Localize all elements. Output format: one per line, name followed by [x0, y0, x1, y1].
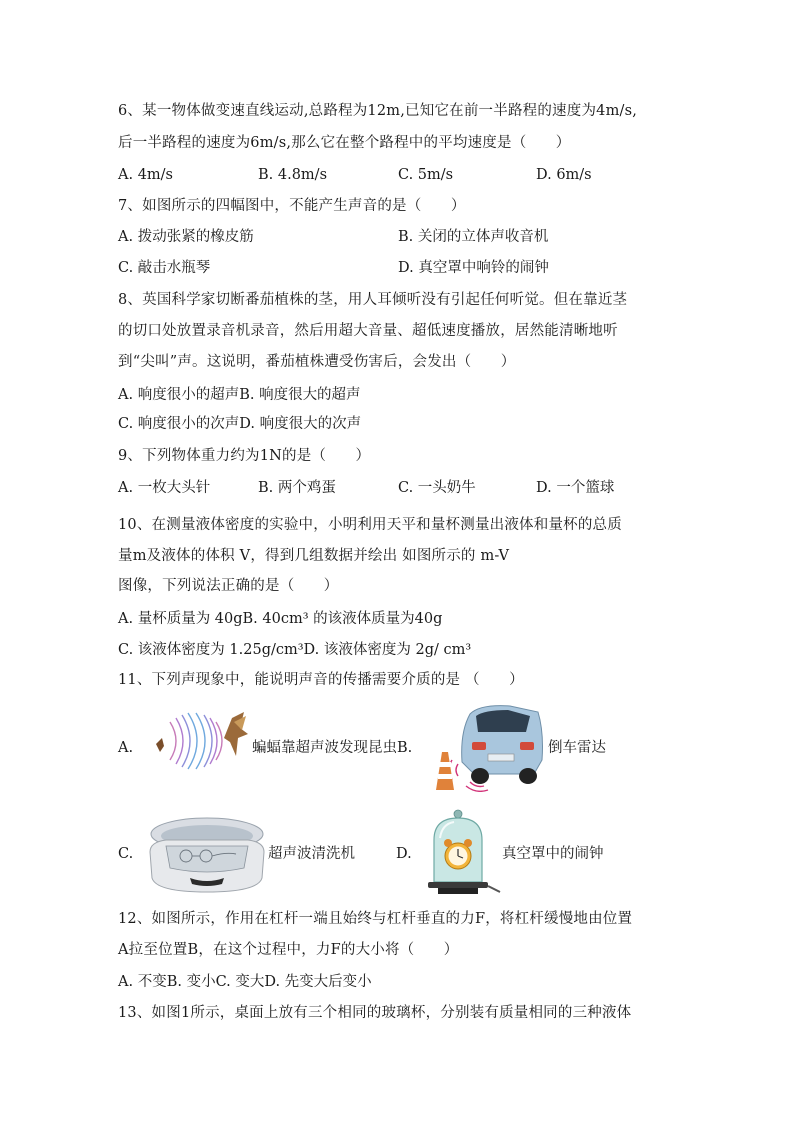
- q6-option-d: D. 6m/s: [536, 167, 592, 183]
- q11-option-b-text: 倒车雷达: [548, 740, 606, 756]
- q11-stem: 11、下列声现象中，能说明声音的传播需要介质的是 （ ）: [118, 672, 524, 688]
- q9-option-a: A. 一枚大头针: [118, 480, 211, 496]
- q7-stem: 7、如图所示的四幅图中，不能产生声音的是（ ）: [118, 198, 466, 214]
- q6-option-a: A. 4m/s: [118, 167, 173, 183]
- q11-option-a-label: A.: [118, 740, 134, 756]
- q8-line2: 的切口处放置录音机录音，然后用超大音量、超低速度播放，居然能清晰地听: [118, 323, 618, 339]
- car-radar-image: [430, 702, 546, 792]
- q11-option-c-label: C.: [118, 846, 134, 862]
- q10-options-line2: C. 该液体密度为 1.25g/cm³D. 该液体密度为 2g/ cm³: [118, 642, 472, 658]
- q8-line3: 到“尖叫”声。这说明，番茄植株遭受伤害后，会发出（ ）: [118, 354, 516, 370]
- q12-line2: A拉至位置B，在这个过程中，力F的大小将（ ）: [118, 942, 459, 958]
- q9-option-c: C. 一头奶牛: [398, 480, 476, 496]
- q8-options-line1: A. 响度很小的超声B. 响度很大的超声: [118, 387, 361, 403]
- q6-line2: 后一半路程的速度为6m/s,那么它在整个路程中的平均速度是（ ）: [118, 135, 571, 151]
- q12-line1: 12、如图所示，作用在杠杆一端且始终与杠杆垂直的力F，将杠杆缓慢地由位置: [118, 911, 633, 927]
- bell-jar-clock-image: [424, 808, 502, 896]
- q6-option-c: C. 5m/s: [398, 167, 454, 183]
- q11-option-a-text: 蝙蝠靠超声波发现昆虫B.: [252, 740, 413, 756]
- q7-option-a: A. 拨动张紧的橡皮筋: [118, 229, 254, 245]
- q8-options-line2: C. 响度很小的次声D. 响度很大的次声: [118, 416, 362, 432]
- q9-option-d: D. 一个篮球: [536, 480, 615, 496]
- q10-options-line1: A. 量杯质量为 40gB. 40cm³ 的该液体质量为40g: [118, 611, 443, 627]
- q9-option-b: B. 两个鸡蛋: [258, 480, 336, 496]
- q6-line1: 6、某一物体做变速直线运动,总路程为12m,已知它在前一半路程的速度为4m/s,: [118, 103, 638, 119]
- q7-option-d: D. 真空罩中响铃的闹钟: [398, 260, 549, 276]
- q6-option-b: B. 4.8m/s: [258, 167, 328, 183]
- q7-option-c: C. 敲击水瓶琴: [118, 260, 211, 276]
- ultrasonic-cleaner-image: [146, 812, 268, 896]
- q10-line1: 10、在测量液体密度的实验中，小明利用天平和量杯测量出液体和量杯的总质: [118, 517, 622, 533]
- bat-insect-image: [152, 708, 250, 774]
- q11-option-c-text: 超声波清洗机: [268, 846, 355, 862]
- q8-line1: 8、英国科学家切断番茄植株的茎，用人耳倾听没有引起任何听觉。但在靠近茎: [118, 292, 628, 308]
- q7-option-b: B. 关闭的立体声收音机: [398, 229, 549, 245]
- q12-options: A. 不变B. 变小C. 变大D. 先变大后变小: [118, 974, 372, 990]
- q9-stem: 9、下列物体重力约为1N的是（ ）: [118, 448, 371, 464]
- q13-line1: 13、如图1所示，桌面上放有三个相同的玻璃杯，分别装有质量相同的三种液体: [118, 1005, 632, 1021]
- q11-option-d-text: 真空罩中的闹钟: [502, 846, 604, 862]
- q11-option-d-label: D.: [396, 846, 412, 862]
- q10-line3: 图像，下列说法正确的是（ ）: [118, 578, 339, 594]
- q10-line2: 量m及液体的体积 V，得到几组数据并绘出 如图所示的 m-V: [118, 548, 510, 564]
